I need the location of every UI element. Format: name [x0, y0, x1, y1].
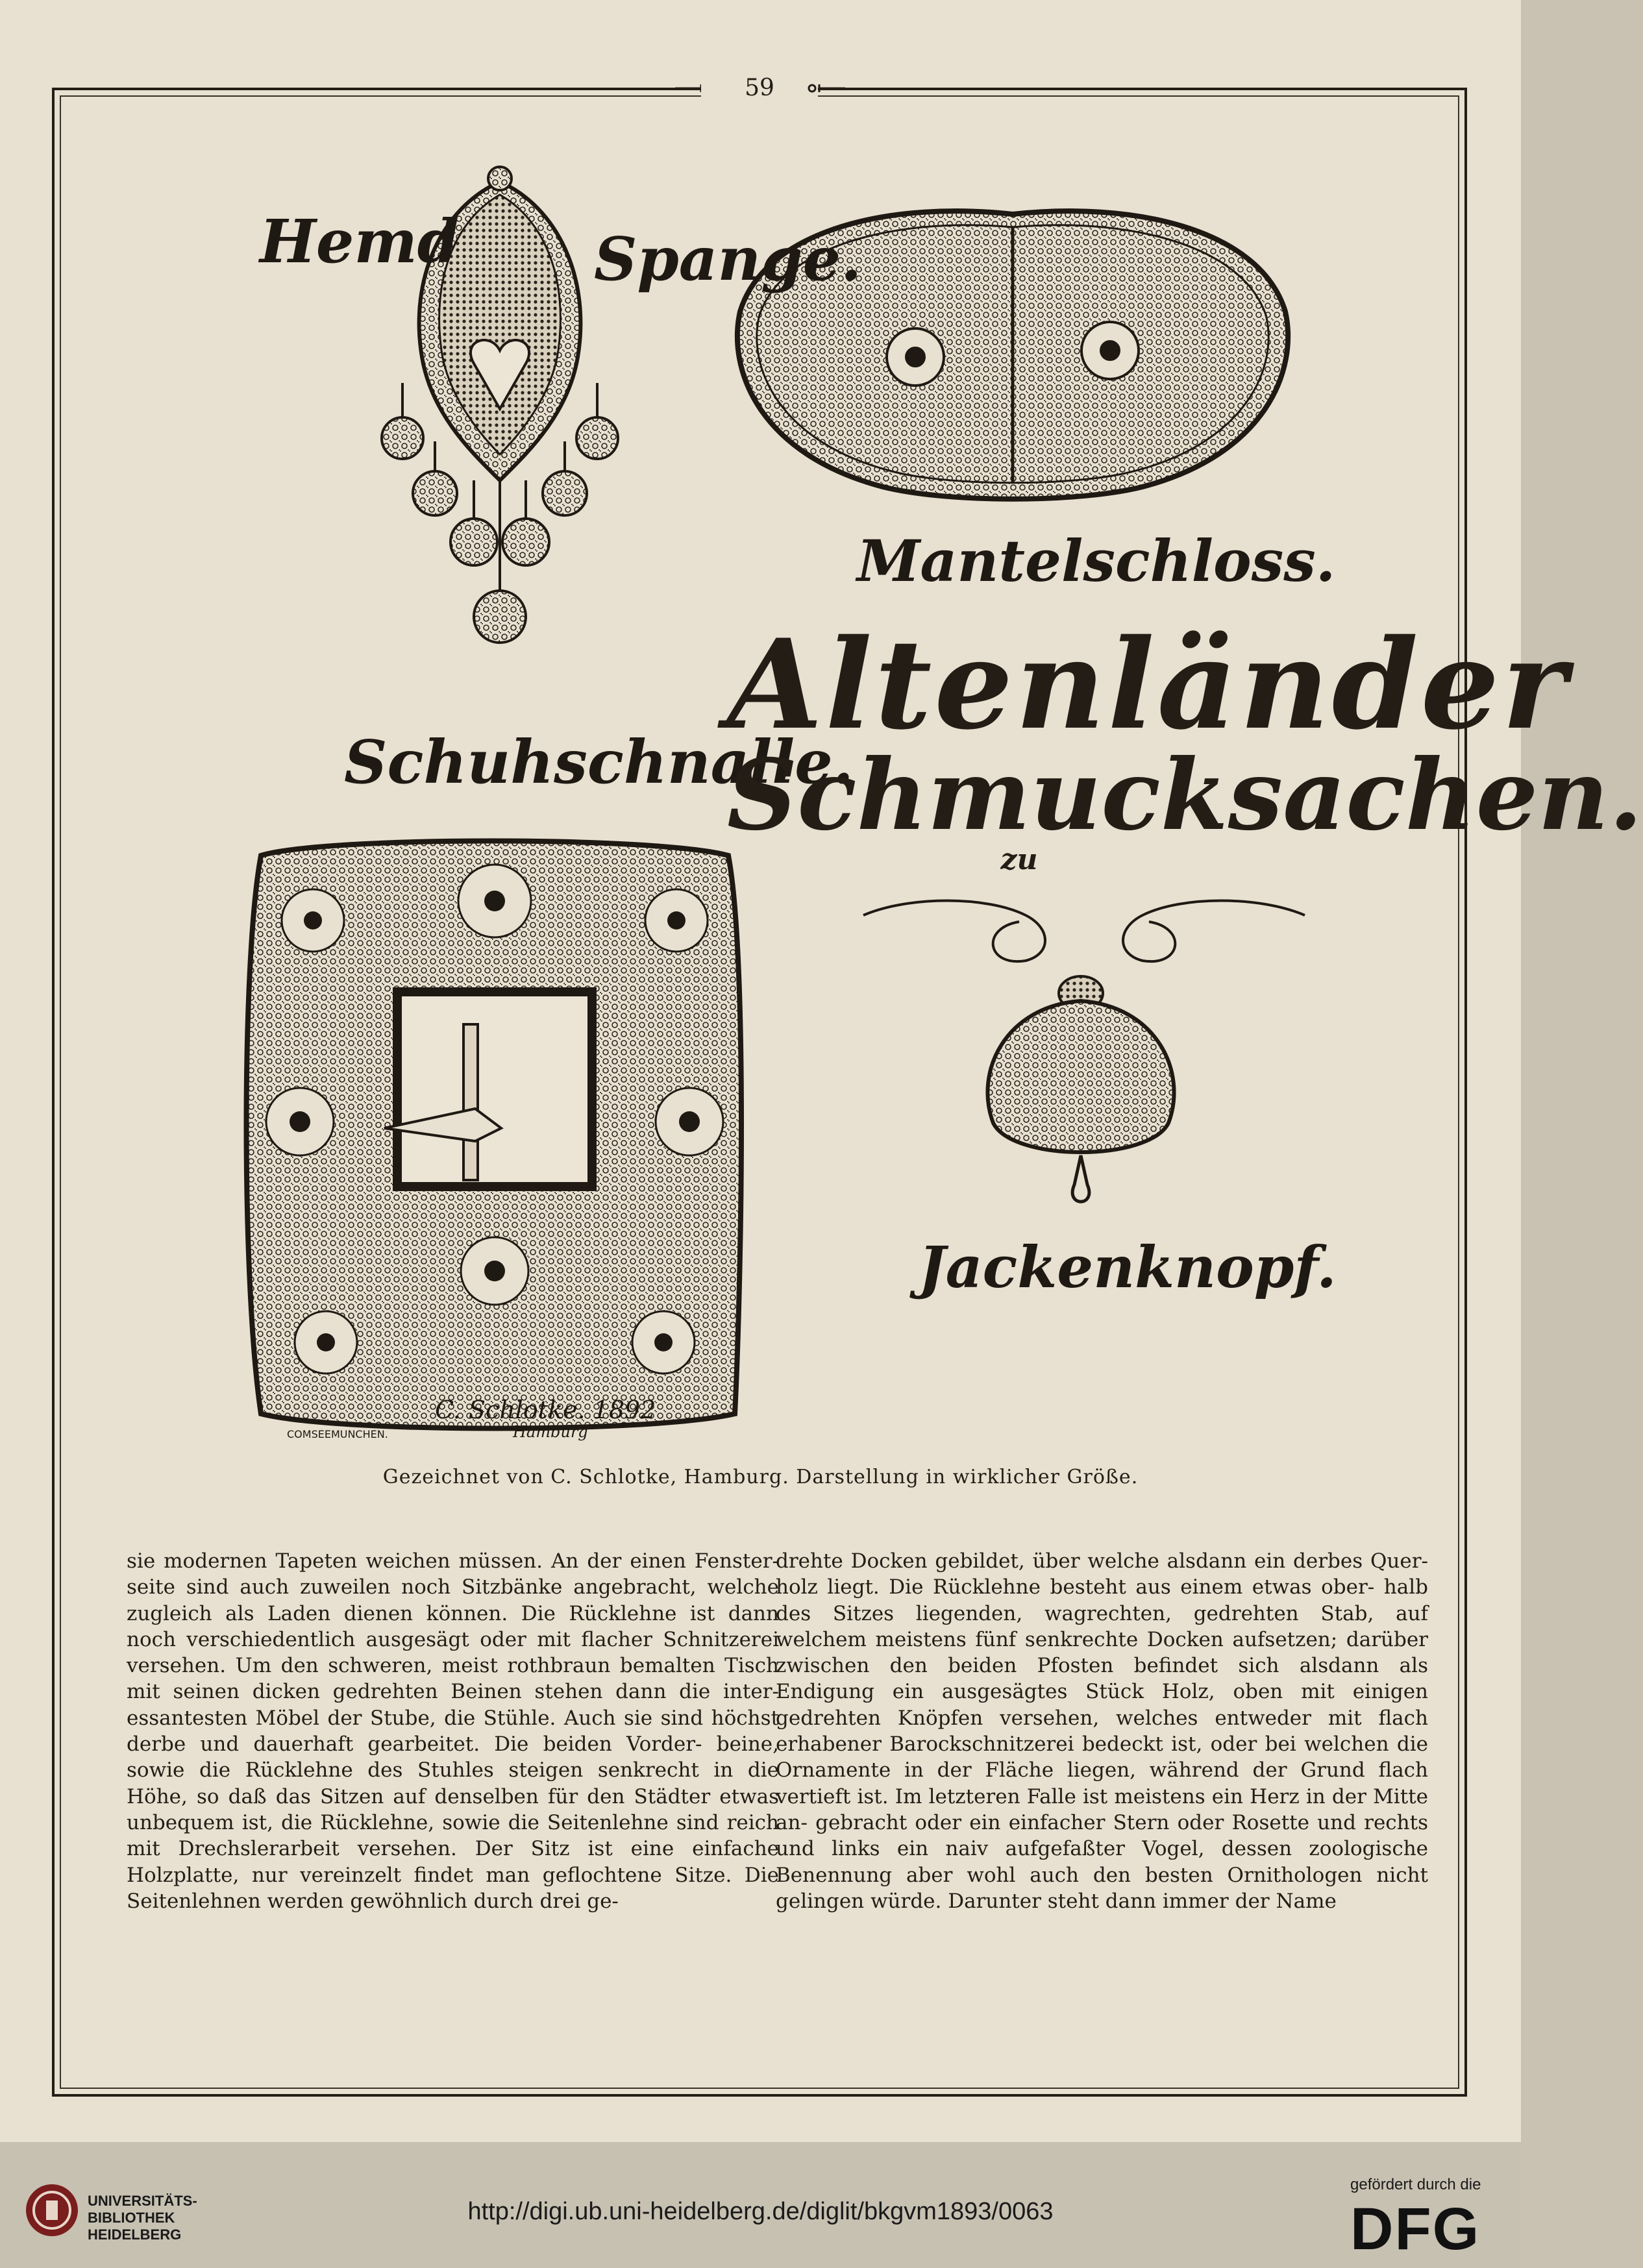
title-schmucksachen: Schmucksachen.	[727, 738, 1643, 852]
library-line-3: HEIDELBERG	[88, 2226, 182, 2243]
page-number: 59	[701, 70, 818, 106]
title-flourish-ornament	[857, 889, 1311, 987]
schuhschnalle-illustration	[229, 830, 761, 1440]
text-column-left	[127, 1548, 779, 1914]
artist-signature-place: Hamburg	[513, 1423, 588, 1441]
title-zu: zu	[1000, 843, 1038, 876]
jackenknopf-illustration	[967, 961, 1194, 1220]
paragraph-left: sie modernen Tapeten weichen müssen. An der einen Fenster- seite sind auch zuweilen noch Sitzbänke angebracht, welche zugleich als Laden dienen können. Die Rücklehne ist dann noch verschiedentlich ausgesägt oder mit flacher Schnitzerei versehen. Um den schweren, meist rothbraun bemalten Tisch mit seinen dicken gedrehten Beinen stehen dann die inter- essantesten Möbel der Stube, die Stühle. Auch sie sind höchst derbe und dauerhaft gearbeitet. Die beiden Vorder- beine, sowie die Rücklehne des Stuhles steigen senkrecht in die Höhe, so daß das Sitzen auf denselben für den Städter etwas unbequem ist, die Rücklehne, sowie die Seitenlehne sind reich mit Drechslerarbeit versehen. Der Sitz ist eine einfache Holzplatte, nur vereinzelt findet man geflochtene Sitze. Die Seitenlehnen werden gewöhnlich durch drei ge-	[127, 1549, 779, 1913]
source-url-link[interactable]: http://digi.ub.uni-heidelberg.de/diglit/bkgvm1893/0063	[467, 2198, 1054, 2225]
main-title	[727, 612, 1643, 876]
label-hemd: Hemd	[260, 206, 460, 277]
paragraph-right: drehte Docken gebildet, über welche alsdann ein derbes Quer- holz liegt. Die Rücklehne besteht aus einem etwas ober- halb des Sitzes liegenden, wagrechten, gedrehten Stab, auf welchem meistens fünf senkrechte Docken aufsetzen; darüber zwischen den beiden Pfosten befindet sich alsdann als Endigung ein ausgesägtes Stück Holz, oben mit einigen gedrehten Knöpfen versehen, welches entweder mit flach erhabener Barockschnitzerei bedeckt ist, oder bei welchen die Ornamente in der Fläche liegen, während der Grund flach vertieft ist. Im letzteren Falle ist meistens ein Herz in der Mitte an- gebracht oder ein einfacher Stern oder Rosette und rechts und links ein naiv aufgefaßter Vogel, dessen zoologische Benennung aber wohl auch den besten Ornithologen nicht gelingen würde. Darunter steht dann immer der Name	[776, 1549, 1428, 1913]
engraver-mark: COMSEEMUNCHEN.	[287, 1428, 388, 1440]
text-column-right	[776, 1548, 1428, 1914]
title-altenlaender: Altenländer	[727, 612, 1570, 757]
figure-caption: Gezeichnet von C. Schlotke, Hamburg. Darstellung in wirklicher Größe.	[382, 1466, 1139, 1488]
label-schuhschnalle: Schuhschnalle.	[344, 727, 854, 797]
library-line-1: UNIVERSITÄTS-	[88, 2193, 197, 2209]
page-number-ornament-right	[800, 80, 845, 96]
label-spange: Spange.	[594, 224, 862, 294]
label-jackenknopf: Jackenknopf.	[919, 1233, 1337, 1301]
label-mantelschloss: Mantelschloss.	[857, 527, 1336, 595]
library-line-2: BIBLIOTHEK	[88, 2210, 175, 2226]
funding-label: gefördert durch die	[1350, 2176, 1481, 2193]
dfg-logo: DFG	[1350, 2196, 1481, 2262]
artist-signature: C. Schlotke. 1892	[435, 1396, 656, 1424]
